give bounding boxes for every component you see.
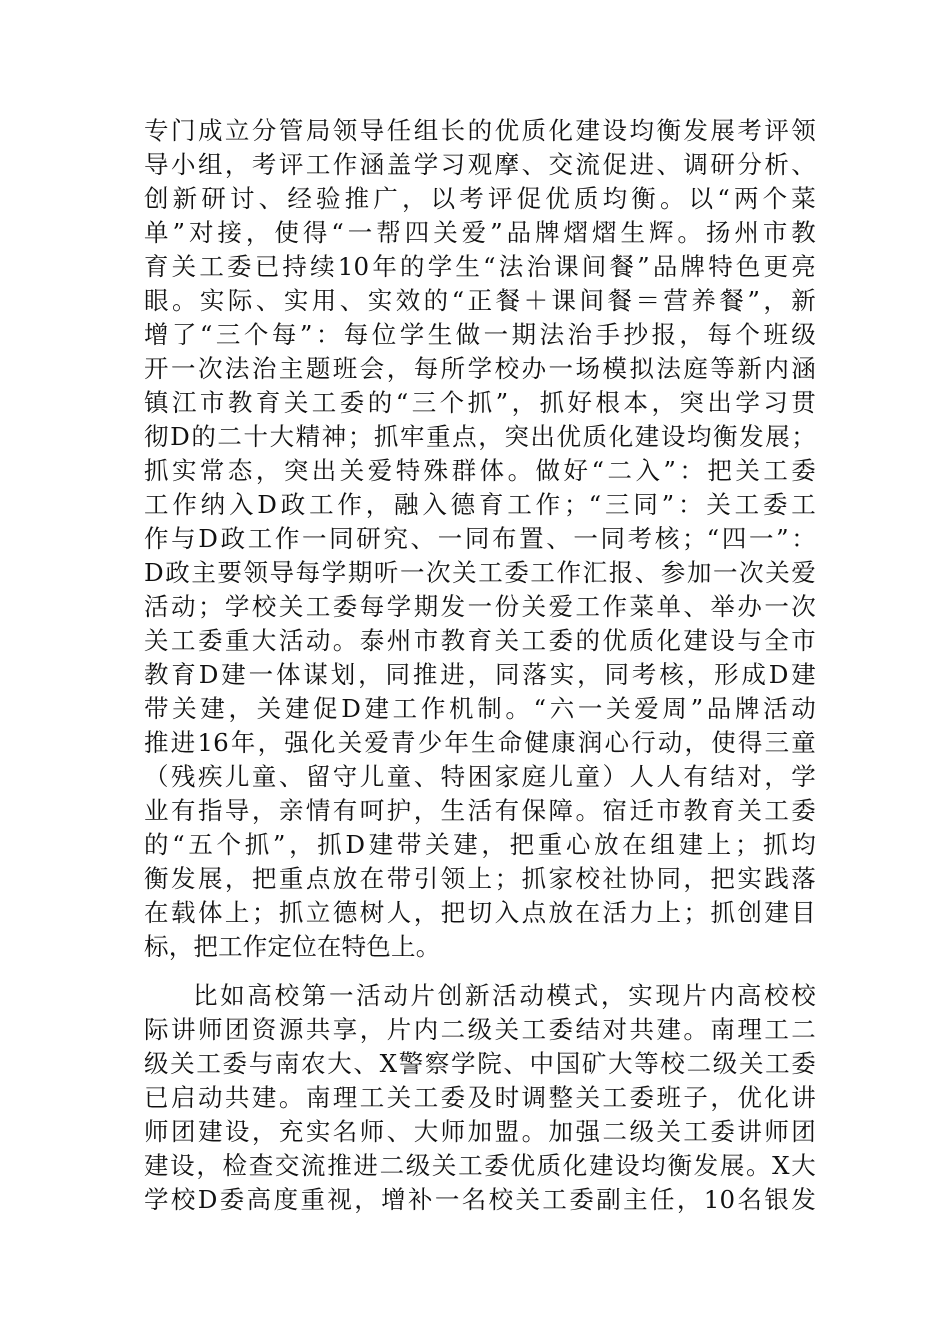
paragraph-line: 带关建，关建促D建工作机制。“六一关爱周”品牌活动 <box>144 694 816 723</box>
paragraph-line: 彻D的二十大精神；抓牢重点，突出优质化建设均衡发展； <box>144 422 816 451</box>
paragraph-line: 导小组，考评工作涵盖学习观摩、交流促进、调研分析、 <box>144 150 816 179</box>
paragraph-line: 眼。实际、实用、实效的“正餐＋课间餐＝营养餐”，新 <box>144 286 816 315</box>
paragraph-line: 师团建设，充实名师、大师加盟。加强二级关工委讲师团 <box>144 1117 816 1146</box>
paragraph-line: 作与D政工作一同研究、一同布置、一同考核；“四一”： <box>144 524 816 553</box>
paragraph-line: 际讲师团资源共享，片内二级关工委结对共建。南理工二 <box>144 1015 816 1044</box>
paragraph-line: 创新研讨、经验推广，以考评促优质均衡。以“两个菜 <box>144 184 816 213</box>
paragraph-line: （残疾儿童、留守儿童、特困家庭儿童）人人有结对，学 <box>144 762 816 791</box>
paragraph-line: 开一次法治主题班会，每所学校办一场模拟法庭等新内涵 <box>144 354 816 383</box>
paragraph-line: 专门成立分管局领导任组长的优质化建设均衡发展考评领 <box>144 116 816 145</box>
paragraph-line: 已启动共建。南理工关工委及时调整关工委班子，优化讲 <box>144 1083 816 1112</box>
paragraph-line: 业有指导，亲情有呵护，生活有保障。宿迁市教育关工委 <box>144 796 816 825</box>
paragraph-line: 活动；学校关工委每学期发一份关爱工作菜单、举办一次 <box>144 592 816 621</box>
paragraph-line: 关工委重大活动。泰州市教育关工委的优质化建设与全市 <box>144 626 816 655</box>
paragraph-line: 建设，检查交流推进二级关工委优质化建设均衡发展。X大 <box>144 1151 816 1180</box>
paragraph-line: 的“五个抓”，抓D建带关建，把重心放在组建上；抓均 <box>144 830 816 859</box>
paragraph-line: 标，把工作定位在特色上。 <box>144 932 441 961</box>
paragraph-line: 育关工委已持续10年的学生“法治课间餐”品牌特色更亮 <box>144 252 816 281</box>
paragraph-line: 学校D委高度重视，增补一名校关工委副主任，10名银发 <box>144 1185 816 1214</box>
paragraph-line: 抓实常态，突出关爱特殊群体。做好“二入”：把关工委 <box>144 456 816 485</box>
paragraph-line: 级关工委与南农大、X警察学院、中国矿大等校二级关工委 <box>144 1049 816 1078</box>
paragraph-line: 镇江市教育关工委的“三个抓”，抓好根本，突出学习贯 <box>144 388 816 417</box>
paragraph-line: 工作纳入D政工作，融入德育工作；“三同”：关工委工 <box>144 490 816 519</box>
paragraph-2 <box>144 979 816 1217</box>
paragraph-line: D政主要领导每学期听一次关工委工作汇报、参加一次关爱 <box>144 558 816 587</box>
paragraph-1 <box>144 114 816 964</box>
paragraph-line: 增了“三个每”：每位学生做一期法治手抄报，每个班级 <box>144 320 816 349</box>
paragraph-line: 教育D建一体谋划，同推进，同落实，同考核，形成D建 <box>144 660 816 689</box>
paragraph-line: 衡发展，把重点放在带引领上；抓家校社协同，把实践落 <box>144 864 816 893</box>
paragraph-line: 比如高校第一活动片创新活动模式，实现片内高校校 <box>193 981 816 1010</box>
paragraph-line: 在载体上；抓立德树人，把切入点放在活力上；抓创建目 <box>144 898 816 927</box>
paragraph-line: 推进16年，强化关爱青少年生命健康润心行动，使得三童 <box>144 728 816 757</box>
paragraph-line: 单”对接，使得“一帮四关爱”品牌熠熠生辉。扬州市教 <box>144 218 816 247</box>
